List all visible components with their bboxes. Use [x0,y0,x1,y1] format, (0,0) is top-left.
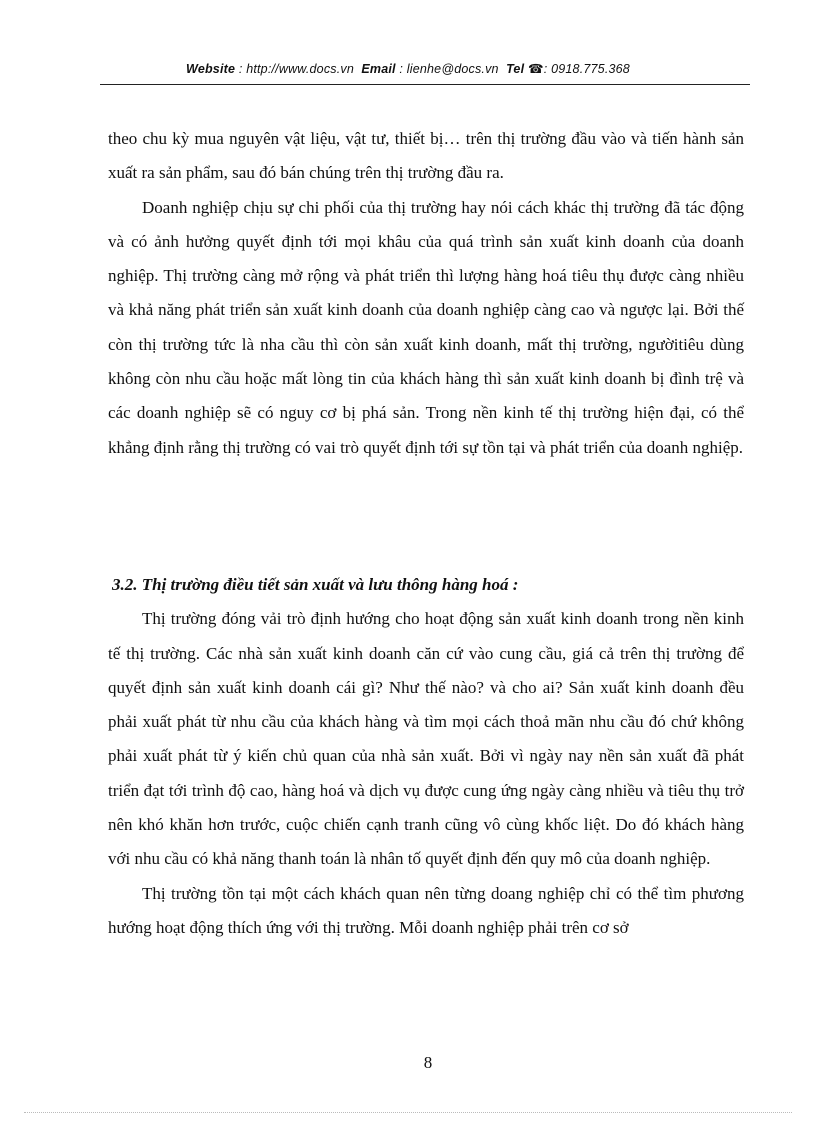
website-label: Website [186,62,236,76]
header-divider [100,84,750,85]
website-url[interactable]: : http://www.docs.vn [238,62,355,76]
paragraph-1: theo chu kỳ mua nguyên vật liệu, vật tư, thiết bị… trên thị trường đầu vào và tiến hành sản xuất ra sản phẩm, sau đó bán chúng trên thị trường đầu ra. [108,129,744,183]
page-header [0,61,816,76]
footer-divider [24,1112,792,1113]
tel-label: Tel [506,62,525,76]
page-number: 8 [423,1053,433,1072]
paragraph-3: Thị trường đóng vải trò định hướng cho hoạt động sản xuất kinh doanh trong nền kinh tế thị trường. Các nhà sản xuất kinh doanh căn cứ vào cung cầu, giá cả trên thị trường để quyết định sản xuất kinh doanh cái gì? Như thế nào? và cho ai? Sản xuất kinh doanh đều phải xuất phát từ nhu cầu của khách hàng và tìm mọi cách thoả mãn nhu cầu đó chứ không phải xuất phát từ ý kiến chủ quan của nhà sản xuất. Bởi vì ngày nay nền sản xuất đã phát triển đạt tới trình độ cao, hàng hoá và dịch vụ được cung ứng ngày càng nhiều và tiêu thụ trở nên khó khăn hơn trước, cuộc chiến cạnh tranh cũng vô cùng khốc liệt. Do đó khách hàng với nhu cầu có khả năng thanh toán là nhân tố quyết định đến quy mô của doanh nghiệp. [108,609,744,869]
paragraph-2: Doanh nghiệp chịu sự chi phối của thị trường hay nói cách khác thị trường đã tác động và có ảnh hưởng quyết định tới mọi khâu của quá trình sản xuất kinh doanh của doanh nghiệp. Thị trường càng mở rộng và phát triển thì lượng hàng hoá tiêu thụ được càng nhiều và khả năng phát triển sản xuất kinh doanh của doanh nghiệp càng cao và ngược lại. Bởi thế còn thị trường tức là nha cầu thì còn sản xuất kinh doanh, mất thị trường, ngườitiêu dùng không còn nhu cầu hoặc mất lòng tin của khách hàng thì sản xuất kinh doanh bị đình trệ và các doanh nghiệp sẽ có nguy cơ bị phá sản. Trong nền kinh tế thị trường hiện đại, có thể khẳng định rằng thị trường có vai trò quyết định tới sự tồn tại và phát triển của doanh nghiệp. [108,197,744,457]
email-label: Email [361,62,396,76]
email-address[interactable]: : lienhe@docs.vn [399,62,499,76]
document-body [108,122,744,945]
paragraph-4: Thị trường tồn tại một cách khách quan nên từng doang nghiệp chỉ có thể tìm phương hướng hoạt động thích ứng với thị trường. Mỗi doanh nghiệp phải trên cơ sở [108,883,744,937]
section-heading: 3.2. Thị trường điều tiết sản xuất và lưu thông hàng hoá : [112,574,519,594]
section-spacer [108,465,744,568]
phone-icon: ☎ [527,62,544,76]
phone-number: : 0918.775.368 [543,62,630,76]
